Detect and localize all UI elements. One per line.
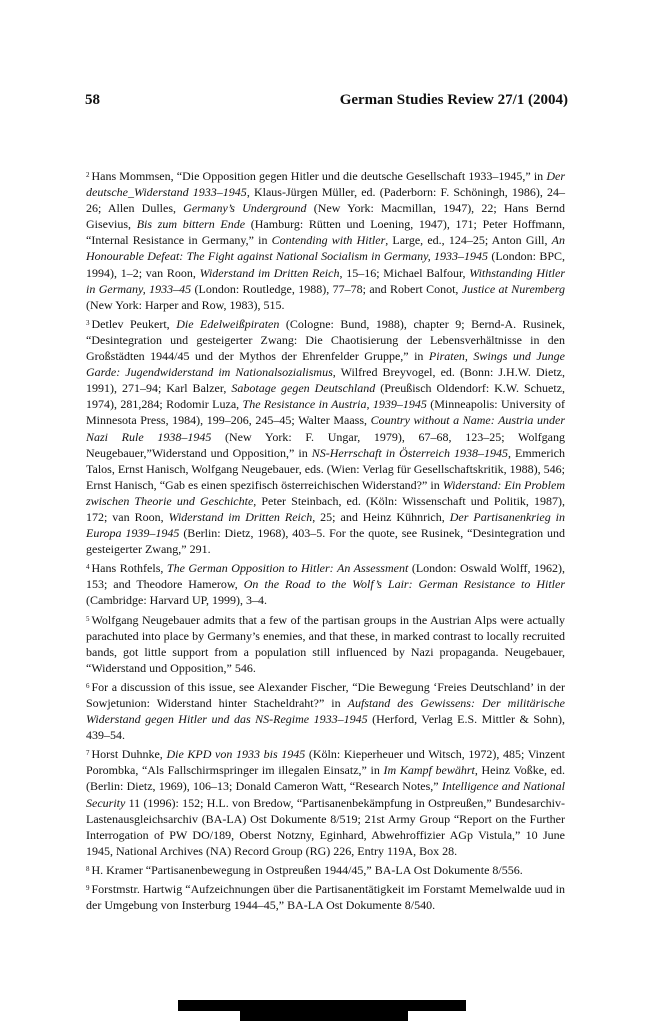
footnote-text: (Berlin: Dietz, 1968), 403–5. For the quote, see Rusinek, “Desintegration und gesteigerter Zwang,” 291. bbox=[86, 526, 565, 557]
footnote-number: 7 bbox=[86, 749, 90, 758]
footnote-title: Justice at Nuremberg bbox=[461, 281, 566, 296]
footnote-title: The Resistance in Austria, 1939–1945 bbox=[242, 397, 427, 412]
footnote-title: Contending with Hitler bbox=[271, 233, 386, 248]
footnote-text: , Large, ed., 124–25; Anton Gill, bbox=[385, 233, 552, 248]
footnote-number: 6 bbox=[86, 681, 90, 690]
footnote-text: , Emmerich Talos, Ernst Hanisch, Wolfgang Neugebauer, eds. (Wien: Verlag für Gesellschaftskritik, 1988), 546; Ernst Hanisch, “Gab es einen spezifisch österreichischen Widerstand?” in bbox=[86, 445, 565, 492]
footnote-title: The German Opposition to Hitler: An Assessment bbox=[166, 561, 409, 576]
footnote-text: (Preußisch Oldendorf: K.W. Schuetz, 1974), 281,284; Rodomir Luza, bbox=[86, 381, 565, 412]
footnote-text: (Köln: Kieperheuer und Witsch, 1972), 485; Vinzent Porombka, “Als Fallschirmspringer im illegalen Einsatz,” in bbox=[86, 747, 565, 778]
footnote bbox=[86, 679, 565, 743]
footnote-text: (Minneapolis: University of Minnesota Press, 1984), 199–206, 245–45; Walter Maass, bbox=[86, 397, 565, 428]
footnote-text: (New York: F. Ungar, 1979), 67–68, 123–25; Wolfgang Neugebauer,”Widerstand und Opposition,” in bbox=[86, 429, 565, 460]
footnote-title: Country without a Name: Austria under Nazi Rule 1938–1945 bbox=[86, 413, 565, 444]
footnote-text: Detlev Peukert, bbox=[91, 316, 177, 331]
footnote-text: 11 (1996): 152; H.L. von Bredow, “Partisanenbekämpfung in Ostpreußen,” Bundesarchiv-Lastenausgleichsarchiv (BA-LA) Ost Dokumente 8/519; 21st Army Group “Report on the Further Interrogation of PW DO/189, Oberst Notzny, Eginhard, Abwehroffizier AGp Vistula,” 10 June 1945, National Archives (NA) Record Group (RG) 226, Entry 119A, Box 28. bbox=[86, 795, 565, 858]
footnote-title: Aufstand des Gewissens: Der militärische Widerstand gegen Hitler und das NS-Regime 1933–1945 bbox=[86, 696, 565, 727]
footnote-text: Hans Mommsen, “Die Opposition gegen Hitler und die deutsche Gesellschaft 1933–1945,” in bbox=[91, 169, 547, 183]
footnote-number: 9 bbox=[86, 884, 90, 893]
running-head: German Studies Review 27/1 (2004) bbox=[339, 92, 568, 108]
footnote bbox=[86, 862, 565, 878]
footnote bbox=[86, 612, 565, 676]
footnote-text: (Hamburg: Rütten und Loening, 1947), 171; Peter Hoffmann, “Internal Resistance in Germany,” in bbox=[86, 217, 566, 248]
footnote-text: Horst Duhnke, bbox=[91, 747, 167, 762]
footnote-number: 5 bbox=[86, 614, 90, 623]
page-number: 58 bbox=[85, 92, 100, 108]
footnote-text: (Herford, Verlag E.S. Mittler & Sohn), 439–54. bbox=[86, 712, 565, 743]
printer-bar-top bbox=[178, 1000, 466, 1011]
footnote-text: (London: Oswald Wolff, 1962), 153; and Theodore Hamerow, bbox=[86, 561, 565, 592]
footnote-number: 8 bbox=[86, 864, 90, 873]
footnote-text: For a discussion of this issue, see Alexander Fischer, “Die Bewegung ‘Freies Deutschland’ in der Sowjetunion: Widerstand hinter Stacheldraht?” in bbox=[86, 679, 565, 710]
footnote-number: 2 bbox=[86, 171, 90, 179]
footnote-title: Widerstand im Dritten Reich bbox=[199, 265, 340, 280]
footnote-title: Widerstand: Ein Problem zwischen Theorie und Geschichte bbox=[86, 477, 565, 508]
footnote-title: Der Partisanenkrieg in Europa 1939–1945 bbox=[86, 509, 566, 541]
footnote bbox=[86, 168, 565, 313]
footnote-title: Die KPD von 1933 bis 1945 bbox=[166, 747, 306, 762]
footnote-text: Forstmstr. Hartwig “Aufzeichnungen über die Partisanentätigkeit im Forstamt Memelwalde uud in der Umgebung von Insterburg 1944–45,” BA-LA Ost Dokumente 8/540. bbox=[86, 882, 565, 913]
footnote-text: Hans Rothfels, bbox=[91, 561, 167, 576]
footnote-title: On the Road to the Wolf’s Lair: German Resistance to Hitler bbox=[243, 577, 566, 592]
footnote-text: H. Kramer “Partisanenbewegung in Ostpreußen 1944/45,” BA-LA Ost Dokumente 8/556. bbox=[91, 862, 523, 877]
footnote-title: Germany’s Underground bbox=[183, 201, 307, 216]
footnote-title: Sabotage gegen Deutschland bbox=[231, 381, 376, 396]
footnote-title: Widerstand im Dritten Reich bbox=[168, 509, 313, 524]
footnote bbox=[86, 746, 565, 859]
footnote-title: Piraten, Swings und Junge Garde: Jugendwiderstand im Nationalsozialismus bbox=[86, 349, 565, 380]
footnote-text: , Wilfred Breyvogel, ed. (Bonn: J.H.W. Dietz, 1991), 271–94; Karl Balzer, bbox=[86, 365, 565, 396]
footnote-text: (New York: Harper and Row, 1983), 515. bbox=[86, 297, 285, 312]
footnote-text: (Cologne: Bund, 1988), chapter 9; Bernd-A. Rusinek, “Desintegration und gesteigerter Zwang: Die Chaotisierung der Lebensverhältnisse in den Großstädten 1944/45 und der Mythos der Ehrenfelder Gruppe,” in bbox=[86, 316, 565, 364]
footnote-text: (London: BPC, 1994), 1–2; van Roon, bbox=[86, 249, 565, 280]
footnote bbox=[86, 316, 565, 557]
footnote-text: (New York: Macmillan, 1947), 22; Hans Bernd Gisevius, bbox=[86, 201, 565, 232]
footnote-text: (London: Routledge, 1988), 77–78; and Robert Conot, bbox=[191, 281, 462, 296]
footnote-text: , 15–16; Michael Balfour, bbox=[339, 265, 470, 280]
footnote-title: Im Kampf bewährt bbox=[383, 763, 475, 778]
footnote-text: Wolfgang Neugebauer admits that a few of the partisan groups in the Austrian Alps were actually parachuted into place by Germany’s enemies, and that these, in marked contrast to locally recruited bands, got little support from a population still influenced by Nazi propaganda. Neugebauer, “Widerstand und Opposition,” 546. bbox=[86, 612, 565, 675]
footnote-title: NS-Herrschaft in Österreich 1938–1945 bbox=[311, 445, 508, 460]
footnote-title: Withstanding Hitler in Germany, 1933–45 bbox=[86, 265, 565, 296]
footnotes bbox=[86, 168, 565, 916]
footnote-title: Der deutsche_Widerstand 1933–1945 bbox=[86, 169, 565, 200]
footnote-text: , Heinz Voßke, ed. (Berlin: Dietz, 1969), 106–13; Donald Cameron Watt, “Research Notes,” bbox=[86, 763, 565, 794]
footnote-text: , 25; and Heinz Kühnrich, bbox=[312, 509, 450, 524]
footnote-number: 4 bbox=[86, 563, 90, 572]
printer-bar-bottom bbox=[240, 1011, 408, 1021]
footnote-title: Intelligence and National Security bbox=[86, 779, 565, 810]
footnote-title: An Honourable Defeat: The Fight against National Socialism in Germany, 1933–1945 bbox=[86, 233, 565, 264]
footnote-text: , Peter Steinbach, ed. (Köln: Wissenschaft und Politik, 1987), 172; van Roon, bbox=[86, 493, 566, 524]
footnote-text: , Klaus-Jürgen Müller, ed. (Paderborn: F. Schöningh, 1986), 24–26; Allen Dulles, bbox=[86, 185, 565, 216]
footnote bbox=[86, 881, 565, 913]
footnote-number: 3 bbox=[86, 318, 90, 327]
footnote-title: Bis zum bittern Ende bbox=[136, 217, 246, 232]
footnote bbox=[86, 560, 565, 608]
footnote-title: Die Edelweißpiraten bbox=[176, 316, 280, 331]
footnote-text: (Cambridge: Harvard UP, 1999), 3–4. bbox=[86, 593, 267, 608]
